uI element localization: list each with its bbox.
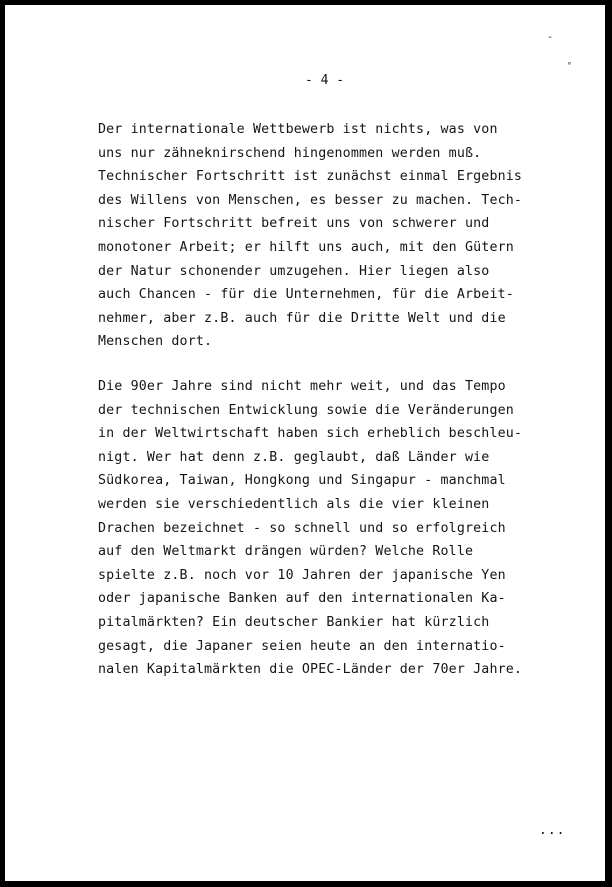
paragraph-line: der Natur schonender umzugehen. Hier liegen also xyxy=(98,263,490,279)
paragraph-line: werden sie verschiedentlich als die vier kleinen xyxy=(98,496,490,512)
paragraph-line: Südkorea, Taiwan, Hongkong und Singapur - manchmal xyxy=(98,473,506,489)
paragraph-line: uns nur zähneknirschend hingenommen werden muß. xyxy=(98,145,482,161)
continuation-marker: ... xyxy=(539,823,566,838)
paragraph-line: gesagt, die Japaner seien heute an den internatio- xyxy=(98,638,506,654)
paragraph-line: spielte z.B. noch vor 10 Jahren der japanische Yen xyxy=(98,567,506,583)
paragraph-line: monotoner Arbeit; er hilft uns auch, mit den Gütern xyxy=(98,239,514,255)
paragraph-line: Die 90er Jahre sind nicht mehr weit, und das Tempo xyxy=(98,379,506,394)
document-page xyxy=(5,5,605,881)
paragraph-line: nigt. Wer hat denn z.B. geglaubt, daß Länder wie xyxy=(98,449,490,465)
scan-mark-top: - xyxy=(547,32,554,43)
paragraph-line: in der Weltwirtschaft haben sich erheblich beschleu- xyxy=(98,426,523,442)
scan-mark-right: ° xyxy=(567,61,572,70)
paragraph-2 xyxy=(98,375,522,682)
paragraph-line: nehmer, aber z.B. auch für die Dritte Welt und die xyxy=(98,310,506,326)
paragraph-line: Der internationale Wettbewerb ist nichts, was von xyxy=(98,122,498,137)
paragraph-line: auf den Weltmarkt drängen würden? Welche Rolle xyxy=(98,544,474,560)
paragraph-1 xyxy=(98,118,522,354)
page-number: - 4 - xyxy=(305,73,345,88)
paragraph-line: oder japanische Banken auf den internationalen Ka- xyxy=(98,591,506,607)
paragraph-line: des Willens von Menschen, es besser zu machen. Tech- xyxy=(98,192,523,208)
paragraph-line: auch Chancen - für die Unternehmen, für die Arbeit- xyxy=(98,287,514,303)
paragraph-line: Technischer Fortschritt ist zunächst einmal Ergebnis xyxy=(98,169,523,185)
paragraph-line: Menschen dort. xyxy=(98,334,213,350)
paragraph-line: pitalmärkten? Ein deutscher Bankier hat kürzlich xyxy=(98,614,490,630)
paragraph-line: der technischen Entwicklung sowie die Veränderungen xyxy=(98,402,514,418)
paragraph-line: nalen Kapitalmärkten die OPEC-Länder der 70er Jahre. xyxy=(98,662,523,678)
paragraph-line: Drachen bezeichnet - so schnell und so erfolgreich xyxy=(98,520,506,536)
paragraph-line: nischer Fortschritt befreit uns von schwerer und xyxy=(98,216,490,232)
